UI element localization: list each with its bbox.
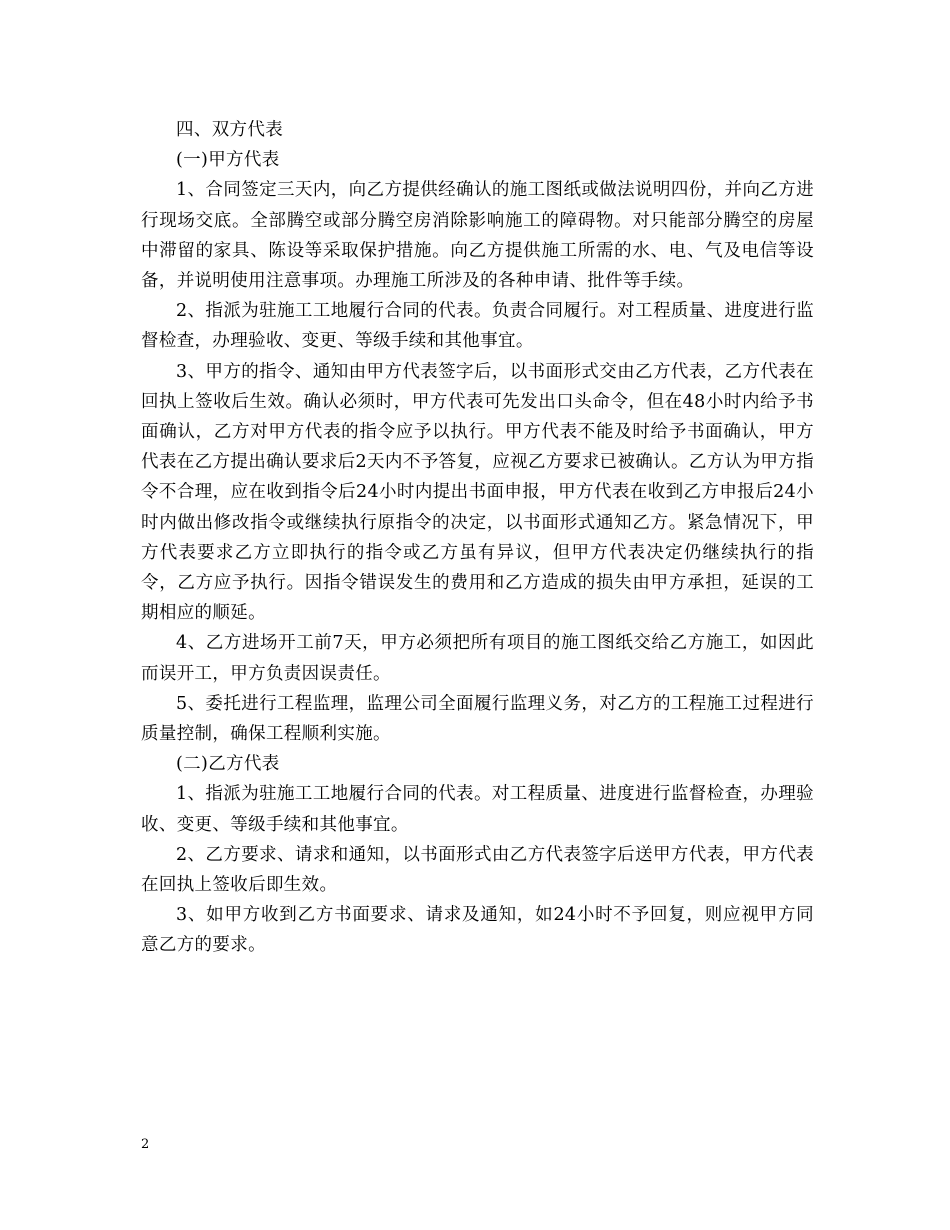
paragraph: 4、乙方进场开工前7天，甲方必须把所有项目的施工图纸交给乙方施工，如因此而误开工，甲方负责因误责任。 <box>141 633 814 684</box>
paragraph: 1、合同签定三天内，向乙方提供经确认的施工图纸或做法说明四份，并向乙方进行现场交底。全部腾空或部分腾空房消除影响施工的障碍物。对只能部分腾空的房屋中滞留的家具、陈设等采取保护措施。向乙方提供施工所需的水、电、气及电信等设备，并说明使用注意事项。办理施工所涉及的各种申请、批件等手续。 <box>141 180 814 292</box>
subsection-heading-party-b: (二)乙方代表 <box>176 754 280 775</box>
paragraph: 1、指派为驻施工工地履行合同的代表。对工程质量、进度进行监督检查，办理验收、变更、等级手续和其他事宜。 <box>141 784 814 835</box>
paragraph: 2、乙方要求、请求和通知，以书面形式由乙方代表签字后送甲方代表，甲方代表在回执上签收后即生效。 <box>141 844 814 896</box>
paragraph: 3、甲方的指令、通知由甲方代表签字后，以书面形式交由乙方代表，乙方代表在回执上签收后生效。确认必须时，甲方代表可先发出口头命令，但在48小时内给予书面确认，乙方对甲方代表的指令应予以执行。甲方代表不能及时给予书面确认，甲方代表在乙方提出确认要求后2天内不予答复，应视乙方要求已被确认。乙方认为甲方指令不合理，应在收到指令后24小时内提出书面申报，甲方代表在收到乙方申报后24小时内做出修改指令或继续执行原指令的决定，以书面形式通知乙方。紧急情况下，甲方代表要求乙方立即执行的指令或乙方虽有异议，但甲方代表决定仍继续执行的指令，乙方应予执行。因指令错误发生的费用和乙方造成的损失由甲方承担，延误的工期相应的顺延。 <box>141 361 814 624</box>
subsection-heading-party-a: (一)甲方代表 <box>176 150 280 171</box>
paragraph: 2、指派为驻施工工地履行合同的代表。负责合同履行。对工程质量、进度进行监督检查，办理验收、变更、等级手续和其他事宜。 <box>141 301 814 352</box>
section-heading: 四、双方代表 <box>176 120 284 140</box>
paragraph: 5、委托进行工程监理，监理公司全面履行监理义务，对乙方的工程施工过程进行质量控制，确保工程顺利实施。 <box>141 693 814 745</box>
document-body <box>141 115 814 961</box>
page-number: 2 <box>141 1137 150 1152</box>
paragraph: 3、如甲方收到乙方书面要求、请求及通知，如24小时不予回复，则应视甲方同意乙方的要求。 <box>141 905 814 956</box>
